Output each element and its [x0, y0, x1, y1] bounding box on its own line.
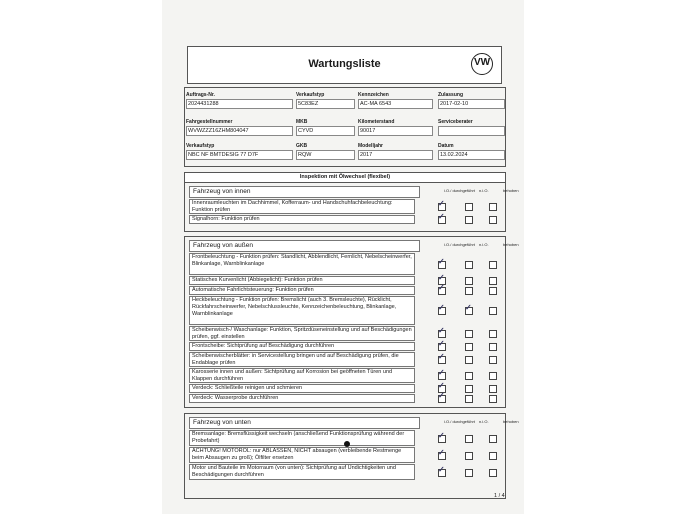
checkbox-not-ok[interactable]: [465, 303, 473, 315]
inspection-banner: Inspektion mit Ölwechsel (flexibel): [184, 172, 506, 183]
checkbox-not-ok[interactable]: [465, 277, 473, 285]
checklist-item: Motor und Bauteile im Motorraum (von unten): Sichtprüfung auf Undichtigkeiten und Beschädigungen durchführen: [189, 464, 415, 480]
checkbox-fixed[interactable]: [489, 395, 497, 403]
checkbox-fixed[interactable]: [489, 216, 497, 224]
section-heading: Fahrzeug von außen: [189, 240, 420, 252]
checklist-item: Verdeck: Schließteile reinigen und schmieren: [189, 384, 415, 393]
field-value[interactable]: NBC NF BMTDESIG 77 D7F: [186, 150, 293, 160]
check-mark-icon: ✓: [465, 303, 472, 312]
checkbox-fixed[interactable]: [489, 435, 497, 443]
checkbox-fixed[interactable]: [489, 452, 497, 460]
checklist-item: Scheibenwischerblätter: in Servicestellung bringen und auf Beschädigung prüfen, die Endablage prüfen: [189, 352, 415, 367]
check-mark-icon: ✓: [438, 273, 445, 282]
section-1: [184, 236, 519, 408]
document-page: [162, 0, 524, 514]
checkbox-done[interactable]: [438, 283, 446, 295]
checkbox-done[interactable]: [438, 339, 446, 351]
check-mark-icon: ✓: [438, 430, 445, 440]
checkbox-not-ok[interactable]: [465, 203, 473, 211]
check-mark-icon: ✓: [438, 339, 445, 348]
checklist-item: Scheibenwisch-/ Waschanlage: Funktion, Spritzdüseneinstellung und auf Beschädigungen prüfen, ggf. einstellen: [189, 326, 415, 341]
checklist-item: Frontbeleuchtung - Funktion prüfen: Standlicht, Abblendlicht, Fernlicht, Nebelscheinwerfer, Blinkanlage, Warnblinkanlage: [189, 253, 415, 275]
field-label: Serviceberater: [438, 119, 473, 125]
check-mark-icon: ✓: [438, 212, 445, 221]
checklist-item: Automatische Fahrlichtsteuerung: Funktion prüfen: [189, 286, 415, 295]
column-header: i.O./ durchgeführt: [444, 419, 475, 424]
field-value[interactable]: AC-MA 6543: [358, 99, 433, 109]
section-0: [184, 182, 519, 232]
field-value[interactable]: WVWZZZ16ZHM804047: [186, 126, 293, 136]
checkbox-not-ok[interactable]: [465, 330, 473, 338]
checklist-item: Verdeck: Wasserprobe durchführen: [189, 394, 415, 403]
checkbox-done[interactable]: [438, 199, 446, 211]
checkbox-done[interactable]: [438, 447, 446, 460]
field-label: MKB: [296, 119, 308, 125]
checklist-item: Statisches Kurvenlicht (Abbiegelicht): Funktion prüfen: [189, 276, 415, 285]
field-label: Datum: [438, 143, 454, 149]
column-header: i.O./ durchgeführt: [444, 242, 475, 247]
field-value[interactable]: 5C83EZ: [296, 99, 355, 109]
checklist-item: Innenraumleuchten im Dachhimmel, Kofferraum- und Handschuhfachbeleuchtung: Funktion prüfen: [189, 199, 415, 214]
field-label: Modelljahr: [358, 143, 384, 149]
checkbox-done[interactable]: [438, 326, 446, 338]
checklist-item: Frontscheibe: Sichtprüfung auf Beschädigung durchführen: [189, 342, 415, 351]
column-header: behoben: [503, 188, 519, 193]
logo-text: VW: [473, 57, 491, 68]
checkbox-not-ok[interactable]: [465, 395, 473, 403]
checkbox-not-ok[interactable]: [465, 469, 473, 477]
checklist-item: Karosserie innen und außen: Sichtprüfung auf Korrosion bei geöffneten Türen und Klappen durchführen: [189, 368, 415, 383]
check-mark-icon: ✓: [438, 352, 445, 361]
column-header: n.i.O.: [479, 188, 489, 193]
field-value[interactable]: CYVD: [296, 126, 355, 136]
checkbox-not-ok[interactable]: [465, 385, 473, 393]
field-label: GKB: [296, 143, 308, 149]
field-value[interactable]: 2024431288: [186, 99, 293, 109]
checkbox-done[interactable]: [438, 256, 446, 269]
checkbox-fixed[interactable]: [489, 287, 497, 295]
checkbox-not-ok[interactable]: [465, 261, 473, 269]
field-value[interactable]: 2017: [358, 150, 433, 160]
checkbox-fixed[interactable]: [489, 385, 497, 393]
vw-logo: [471, 53, 493, 75]
checkbox-not-ok[interactable]: [465, 372, 473, 380]
checkbox-done[interactable]: [438, 391, 446, 403]
page-number: 1 / 4: [494, 493, 505, 499]
checkbox-not-ok[interactable]: [465, 356, 473, 364]
section-heading: Fahrzeug von innen: [189, 186, 420, 198]
check-mark-icon: ✓: [438, 368, 445, 377]
checkbox-not-ok[interactable]: [465, 216, 473, 224]
checkbox-fixed[interactable]: [489, 469, 497, 477]
check-mark-icon: ✓: [438, 283, 445, 292]
title-box: [187, 46, 502, 84]
check-mark-icon: ✓: [438, 303, 445, 312]
checkbox-done[interactable]: [438, 464, 446, 477]
column-header: behoben: [503, 419, 519, 424]
checkbox-done[interactable]: [438, 352, 446, 364]
column-header: behoben: [503, 242, 519, 247]
checkbox-fixed[interactable]: [489, 261, 497, 269]
field-value[interactable]: 90017: [358, 126, 433, 136]
field-label: Auftrags-Nr.: [186, 92, 215, 98]
field-label: Fahrgestellnummer: [186, 119, 233, 125]
checklist-item: Bremsanlage: Bremsflüssigkeit wechseln (anschließend Funktionsprüfung während der Probefahrt): [189, 430, 415, 446]
checkbox-done[interactable]: [438, 212, 446, 224]
checkbox-not-ok[interactable]: [465, 343, 473, 351]
section-2: [184, 413, 519, 499]
field-value[interactable]: 13.02.2024: [438, 150, 505, 160]
page-title: Wartungsliste: [308, 58, 381, 70]
checkbox-fixed[interactable]: [489, 307, 497, 315]
checkbox-fixed[interactable]: [489, 372, 497, 380]
checkbox-fixed[interactable]: [489, 330, 497, 338]
column-header: i.O./ durchgeführt: [444, 188, 475, 193]
checkbox-done[interactable]: [438, 303, 446, 315]
column-header: n.i.O.: [479, 242, 489, 247]
check-mark-icon: ✓: [438, 464, 445, 474]
check-mark-icon: ✓: [438, 381, 445, 390]
checkbox-fixed[interactable]: [489, 203, 497, 211]
check-mark-icon: ✓: [438, 199, 445, 208]
checkbox-fixed[interactable]: [489, 356, 497, 364]
ink-dot: [344, 441, 350, 447]
checklist-item: ACHTUNG! MOTORÖL: nur ABLASSEN, NICHT absaugen (verbleibende Restmenge beim Absaugen zu groß); Ölfilter ersetzen: [189, 447, 415, 463]
field-label: Verkaufstyp: [186, 143, 215, 149]
column-header: n.i.O.: [479, 419, 489, 424]
field-value[interactable]: RQW: [296, 150, 355, 160]
checkbox-done[interactable]: [438, 368, 446, 380]
check-mark-icon: ✓: [438, 326, 445, 335]
field-label: Kilometerstand: [358, 119, 395, 125]
checkbox-fixed[interactable]: [489, 277, 497, 285]
section-heading: Fahrzeug von unten: [189, 417, 420, 429]
field-value[interactable]: [438, 126, 505, 136]
field-label: Kennzeichen: [358, 92, 389, 98]
checkbox-not-ok[interactable]: [465, 452, 473, 460]
checkbox-fixed[interactable]: [489, 343, 497, 351]
field-label: Zulassung: [438, 92, 464, 98]
checklist-item: Heckbeleuchtung - Funktion prüfen: Bremslicht (auch 3. Bremsleuchte), Rücklicht, Rückfahrscheinwerfer, Nebelschlussleuchte, Kennzeichenbeleuchtung, Blinkanlage, Warnblinkanlage: [189, 296, 415, 325]
check-mark-icon: ✓: [438, 256, 445, 266]
check-mark-icon: ✓: [438, 391, 445, 400]
checkbox-not-ok[interactable]: [465, 287, 473, 295]
checkbox-done[interactable]: [438, 430, 446, 443]
field-value[interactable]: 2017-02-10: [438, 99, 505, 109]
field-label: Verkaufstyp: [296, 92, 325, 98]
checklist-item: Signalhorn: Funktion prüfen: [189, 215, 415, 224]
checkbox-not-ok[interactable]: [465, 435, 473, 443]
check-mark-icon: ✓: [438, 447, 445, 457]
